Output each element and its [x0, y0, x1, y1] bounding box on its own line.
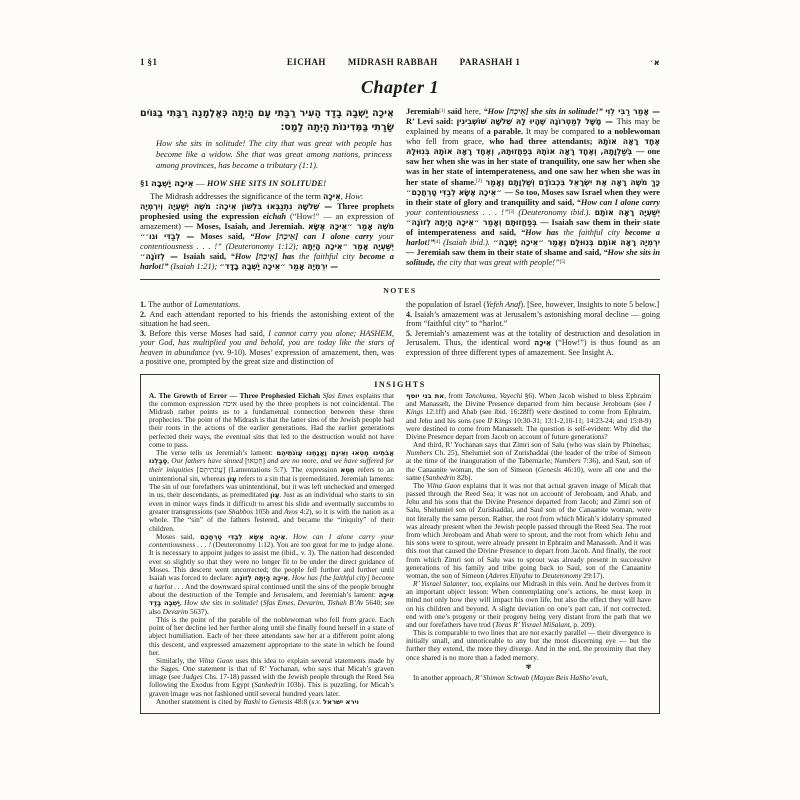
section-number: §1 — [140, 178, 149, 189]
chapter-title: Chapter 1 — [360, 77, 439, 97]
midrash-left-paragraph: שְׁלֹשָׁה נִתְנַבְּאוּ בִּלְשׁוֹן אֵיכָה: מֹשֶׁה יְשַׁעְיָה וְיִרְמְיָה — Three prophets prophesied using the expression eichah (“How!” — an expression of amazement) — Moses, Isaiah, and Jeremiah. מֹשֶׁה אָמַר ״אֵיכָה אֶשָּׂא לְבַדִּי וגו׳״ — Moses said, “How [אֵיכָה] can I alone carry your contentiousness . . . !” (Deuteronomy 1:12); יְשַׁעְיָה אָמַר ״אֵיכָה הָיְתָה לְזוֹנָה״ — Isaiah said, “How [אֵיכָה] has the faithful city become a harlot!” (Isaiah 1:21); יִרְמְיָה אָמַר ״אֵיכָה יָשְׁבָה בָדָד״ — — [140, 201, 395, 272]
insight-a-paragraph-11: This is comparable to two lines that are not exactly parallel — their divergence is initially small, and unnoticeable to any but the most discerning eye — but the further they extend, the more they diverge. And in the end, the proximity that they once shared is no more than a faded memory. — [406, 628, 651, 662]
insights-left-column — [149, 392, 394, 707]
midrash-right-paragraph: Jeremiah[1] said here, “How [אֵיכָה] she sits in solitude!” אָמַר רַבִּי לֵוִי — R’ Levi said: מָשָׁל לְמַטְרוֹנָה שֶׁהָיוּ לָהּ שְׁלֹשָׁה שׁוֹשְׁבִינִין — This may be explained by means of a parable. It may be compared to a noblewoman who fell from grace, who had three attendants; אֶחָד רָאָה אוֹתָהּ בְּשַׁלְוָתָהּ, וְאֶחָד רָאָה אוֹתָהּ בְּפַחֲזוּתָהּ, וְאֶחָד רָאָה אוֹתָהּ בְּנִוּוּלָהּ — one saw her when she was in her state of tranquility, one saw her when she was in her state of intemperateness, and one saw her when she was in her state of shame.[2] כָּךְ מֹשֶׁה רָאָה אֶת יִשְׂרָאֵל בִּכְבוֹדָם וְשַׁלְוָתָם וְאָמַר ״אֵיכָה אֶשָּׂא לְבַדִּי טָרְחֲכֶם״ — So too, Moses saw Israel when they were in their state of glory and tranquility and said, “How can I alone carry your contentiousness . . . !”[3] (Deuteronomy ibid.). יְשַׁעְיָה רָאָה אוֹתָם בְּפַחֲזוּתָם וְאָמַר ״אֵיכָה הָיְתָה לְזוֹנָה״ — Isaiah saw them in their state of intemperateness and said, “How has the faithful city become a harlot!”[4] (Isaiah ibid.). יִרְמְיָה רָאָה אוֹתָם בְּנִוּוּלָם וְאָמַר ״אֵיכָה יָשְׁבָה״ — Jeremiah saw them in their state of shame and said, “How she sits in solitude, the city that was great with people!”[5] — [406, 107, 661, 268]
insight-a-paragraph-7: את בני יוסף, from Tanchuma, Vayechi §6). When Jacob wished to bless Ephraim and Manasseh, the Divine Presence departed from him because Jeroboam (see I Kings 12:1ff) and Ahab (see ibid. 16:28ff) were destined to come from Ephraim, and Jehu and his sons (see II Kings 10:30-31; 13:1-2,10-11; 14:23-24; and 15:8-9) were destined to come from Manasseh. The question is self-evident: Why did the Divine Presence depart from Jacob on account of future generations? — [406, 390, 652, 441]
note-3: 3. Before this verse Moses had said, I cannot carry you alone; HASHEM, your God, has multiplied you and behold, you are today like the stars of heaven in abundance (vv. 9-10). Moses’ expression of amazement, then, was a positive one, prompted by the great size and distinction of — [140, 328, 395, 367]
midrash-intro-paragraph: The Midrash addresses the significance of the term אֵיכָה, How: — [150, 191, 364, 201]
fleuron-ornament-icon: ✾ — [525, 662, 532, 671]
main-left-column — [140, 107, 394, 272]
section-heading-dash: — — [195, 178, 205, 189]
insight-a-paragraph-1: A. The Growth of Error — Three Prophesied Eichah Sfas Emes explains that the common expression איכה used by the three prophets is not coincidental. The Midrash rather points us to a fundamental connection between these three prophecies. The point of the Midrash is that the latter sins of the Jewish people had their roots in the actions of the earlier generations. Had the earlier generations perfected their ways, the eventual sins that led to the destruction would not have come to pass. — [149, 390, 394, 449]
note-4: 4. Isaiah’s amazement was at Jerusalem’s astonishing moral decline — going from “faithful city” to “harlot.” — [406, 309, 661, 329]
main-commentary — [140, 107, 660, 272]
note-1: 1. The author of Lamentations. — [140, 300, 241, 310]
insight-a-paragraph-6: Another statement is cited by Rashi to Genesis 48:8 (s.v. וירא ישראל — [156, 696, 359, 706]
note-5: 5. Jeremiah’s amazement was at the totality of destruction and desolation in Jerusalem. Thus, the identical word אֵיכָה (“How!”) is thus found as an expression of three different types of amazement. See Insight A. — [406, 328, 660, 358]
main-right-column — [406, 107, 660, 272]
section-heading-title: HOW SHE SITS IN SOLITUDE! — [206, 179, 327, 189]
notes-left-column — [140, 300, 394, 366]
header-title-parashah: PARASHAH 1 — [459, 57, 521, 67]
section-heading-hebrew: אֵיכָה יָשְׁבָה — [151, 179, 194, 190]
note-3-continuation: the population of Israel (Yefeh Anaf). [See, however, Insights to note 5 below.] — [406, 300, 660, 310]
section-heading — [140, 178, 394, 189]
insight-a-paragraph-10: R’ Yisrael Salanter, too, explains our Midrash in this vein. And he derives from it an important object lesson: When contemplating one’s actions, he must keep in mind not only how they will impact his own life, but also the effect they will have on his children and beyond. A slight deviation on one’s part can, if not corrected, end with one’s progeny or their progeny being very distant from the path that we and our forefathers have trod (Toras R’ Yisrael MiSalant, p. 209). — [406, 579, 651, 629]
verse-hebrew-text: אֵיכָה יָשְׁבָה בָדָד הָעִיר רַבָּתִי עָם הָיְתָה כְּאַלְמָנָה רַבָּתִי בַגּוֹיִם שָׂרָתִי בַּמְּדִינוֹת הָיְתָה לָמַס׃ — [140, 108, 394, 133]
header-hebrew-folio: א׳ — [649, 58, 660, 67]
insight-a-paragraph-4: This is the point of the parable of the noblewoman who fell from grace. Each point of her decline led her further along until she finally found herself in a state of abject humiliation. Each of her three attendants saw her at a different point along this descent, and expressed amazement appropriate to the state in which he found her. — [149, 615, 394, 657]
insights-box — [140, 374, 660, 715]
insight-a-paragraph-9: The Vilna Gaon explains that it was not that actual graven image of Micah that passed through the Reed Sea; it was not on account of Jeroboam, and Ahab, and Jehu and his sons that the Divine Presence departed from Jacob; and Zimri son of Salu, Shelumiel son of Zurishaddai, and Saul son of the Canaanite woman, were not literally the same person. Rather, the root from which Micah’s idolatry sprouted was already present when the Jewish people passed through the Reed Sea. The root from which Jeroboam and Ahab were to sprout, and the root from which Jehu and his sons were to sprout, were already present in Ephraim and Manasseh. And it was this root that caused the Divine Presence to depart from Jacob. And finally, the root from which Zimri son of Salu was to sprout was already present in successive generations of his family and tribe going back to Saul, son of the Canaanite woman, the son of Simeon (Aderes Eliyahu to Deuteronomy 29:17). — [406, 480, 651, 580]
note-2: 2. And each attendant reported to his friends the astonishing extent of the situation he had seen. — [140, 309, 394, 329]
insight-a-paragraph-2: The verse tells us Jeremiah’s lament: אֲבֹתֵינוּ חָטְאוּ וְאֵינָם וַאֲנַחְנוּ עֲוֹנֹתֵיהֶם סָבָלְנוּ, Our fathers have sinned [חָטְאוּ] and are no more, and we have suffered for their iniquities [עֲוֹנֹתֵיהֶם] (Lamentations 5:7). The expression חֵטְא refers to an unintentional sin, whereas עָוֹן refers to a sin that is premeditated. Jeremiah laments: The sin of our forefathers was unintentional, but it was left unchecked and emerged in us, their descendants, as premeditated עָוֹן. Just as an individual who starts to sin even in minor ways finds it difficult to arrest his slide and eventually succumbs to greater transgressions (see Shabbos 105b and Avos 4:2), so it is with the nation as a whole. The “sin” of the fathers festered, and became the “iniquity” of their children. — [149, 447, 394, 533]
verse-translation: How she sits in solitude! The city that was great with people has become like a widow. She that was great among nations, princess among provinces, has become a tributary (1:1). — [156, 137, 392, 170]
insights-right-column — [406, 392, 651, 707]
notes-divider — [140, 279, 660, 298]
insights-heading: INSIGHTS — [374, 379, 426, 389]
insight-a-paragraph-3: Moses said, אֵיכָה אֶשָּׂא לְבַדִּי טָרְחֲכֶם, How can I alone carry your contentiousness . . . ! (Deuteronomy 1:12). You are too great for me to judge alone. It is necessary to appoint judges to assist me (ibid., v. 3). The nation had descended ever so slightly so that they were no longer fit to be under the direct guidance of Moses. This descent went uncorrected; the people fell further and further until Isaiah was forced to declare: אֵיכָה הָיְתָה לְזוֹנָה, How has [the faithful city] become a harlot . . . And the downward spiral continued until the sins of the people brought about the destruction of the Temple and Jerusalem, and Jeremiah’s lament: אֵיכָה יָשְׁבָה בָדָד, How she sits in solitude! (Sfas Emes, Devarim, Tishah B’Av 5640; see also Devarim 5637). — [149, 531, 395, 616]
header-title-eichah: EICHAH — [286, 57, 326, 67]
running-header — [140, 57, 660, 67]
notes-section — [140, 300, 660, 366]
insights-columns — [149, 392, 651, 707]
insight-b-paragraph-1: In another approach, R’ Shimon Schwab (Mayan Beis HaSho’evah, — [413, 672, 608, 682]
insight-a-paragraph-5: Similarly, the Vilna Gaon uses this idea to explain several statements made by the Sages. One statement is that of R’ Yochanan, who says that Micah’s graven image (see Judges Chs. 17-18) passed with the Jewish people through the Reed Sea following the Exodus from Egypt (Sanhedrin 103b). This is puzzling, for Micah’s graven image was not fashioned until several hundred years later. — [149, 655, 395, 698]
book-page — [140, 0, 660, 714]
header-section-number: 1 §1 — [140, 57, 158, 67]
header-running-title — [276, 57, 531, 67]
header-title-midrash-rabbah: MIDRASH RABBAH — [347, 57, 438, 67]
notes-right-column — [406, 300, 660, 366]
notes-heading: NOTES — [383, 286, 417, 296]
insight-a-paragraph-8: And third, R’ Yochanan says that Zimri son of Salu (who was slain by Phinehas; Numbers Ch. 25), Shelumiel son of Zurishaddai (the leader of the tribe of Simeon at the time of the inauguration of the Tabernacle; Numbers 7:36), and Saul, son of the Canaanite woman, the son of Simeon (Genesis 46:10), were all one and the same (Sanhedrin 82b). — [406, 440, 651, 482]
